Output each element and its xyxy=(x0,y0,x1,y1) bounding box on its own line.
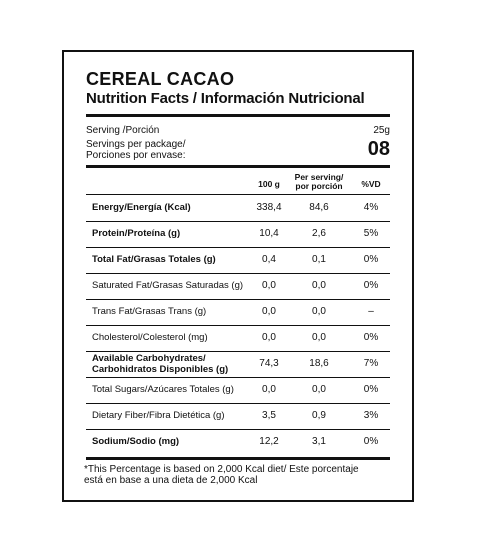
divider xyxy=(86,273,390,274)
value-daily-percent: 0% xyxy=(363,436,379,447)
value-per-100g: 338,4 xyxy=(256,202,282,213)
value-per-100g: 10,4 xyxy=(259,228,279,239)
serving-size-value: 25g xyxy=(373,125,390,136)
value-daily-percent: 7% xyxy=(363,358,379,369)
divider-thick xyxy=(86,457,390,460)
product-name: CEREAL CACAO xyxy=(86,69,235,89)
nutrient-label: Protein/Proteína (g) xyxy=(92,228,181,239)
value-per-100g: 3,5 xyxy=(262,410,276,421)
divider xyxy=(86,325,390,326)
nutrient-label: Dietary Fiber/Fibra Dietética (g) xyxy=(92,410,225,421)
column-header-per-serving: Per serving/ por porción xyxy=(294,172,344,191)
value-per-serving: 84,6 xyxy=(309,202,329,213)
nutrient-label: Available Carbohydrates/ Carbohidratos Disponibles (g) xyxy=(92,353,229,375)
servings-per-package-label: Servings per package/ Porciones por envase: xyxy=(86,139,186,161)
divider-thick xyxy=(86,165,390,168)
nutrition-label xyxy=(62,50,414,502)
footnote: *This Percentage is based on 2,000 Kcal diet/ Este porcentaje está en base a una dieta de 2,000 Kcal xyxy=(84,464,359,486)
value-per-serving: 2,6 xyxy=(312,228,326,239)
value-daily-percent: 0% xyxy=(363,384,379,395)
nutrient-label: Cholesterol/Colesterol (mg) xyxy=(92,332,208,343)
nutrient-label: Total Fat/Grasas Totales (g) xyxy=(92,254,216,265)
value-daily-percent: 4% xyxy=(363,202,379,213)
column-header-vd: %VD xyxy=(361,179,381,189)
nutrient-label: Sodium/Sodio (mg) xyxy=(92,436,180,447)
servings-per-package-value: 08 xyxy=(367,138,390,160)
value-per-serving: 0,0 xyxy=(312,332,326,343)
divider xyxy=(86,403,390,404)
value-per-100g: 74,3 xyxy=(259,358,279,369)
value-per-100g: 0,0 xyxy=(262,332,276,343)
value-per-serving: 0,0 xyxy=(312,280,326,291)
value-per-100g: 0,0 xyxy=(262,280,276,291)
value-daily-percent: 3% xyxy=(363,410,379,421)
nutrient-label: Saturated Fat/Grasas Saturadas (g) xyxy=(92,280,244,291)
value-per-serving: 0,0 xyxy=(312,306,326,317)
divider xyxy=(86,299,390,300)
divider xyxy=(86,247,390,248)
value-daily-percent: 0% xyxy=(363,254,379,265)
divider xyxy=(86,194,390,195)
value-per-serving: 0,0 xyxy=(312,384,326,395)
value-per-100g: 12,2 xyxy=(259,436,279,447)
divider xyxy=(86,351,390,352)
value-per-serving: 3,1 xyxy=(312,436,326,447)
nutrition-facts-title: Nutrition Facts / Información Nutricional xyxy=(86,90,365,107)
nutrient-label: Total Sugars/Azúcares Totales (g) xyxy=(92,384,234,395)
value-daily-percent: 5% xyxy=(363,228,379,239)
value-per-100g: 0,4 xyxy=(262,254,276,265)
value-per-100g: 0,0 xyxy=(262,384,276,395)
nutrient-label: Trans Fat/Grasas Trans (g) xyxy=(92,306,207,317)
value-per-serving: 18,6 xyxy=(309,358,329,369)
divider xyxy=(86,377,390,378)
value-per-serving: 0,9 xyxy=(312,410,326,421)
serving-size-label: Serving /Porción xyxy=(86,125,160,136)
divider xyxy=(86,221,390,222)
value-per-serving: 0,1 xyxy=(312,254,326,265)
nutrient-label: Energy/Energía (Kcal) xyxy=(92,202,191,213)
divider xyxy=(86,429,390,430)
value-daily-percent: 0% xyxy=(363,332,379,343)
value-per-100g: 0,0 xyxy=(262,306,276,317)
divider-thick xyxy=(86,114,390,117)
value-daily-percent: – xyxy=(368,306,374,317)
column-header-100g: 100 g xyxy=(258,179,280,189)
value-daily-percent: 0% xyxy=(363,280,379,291)
